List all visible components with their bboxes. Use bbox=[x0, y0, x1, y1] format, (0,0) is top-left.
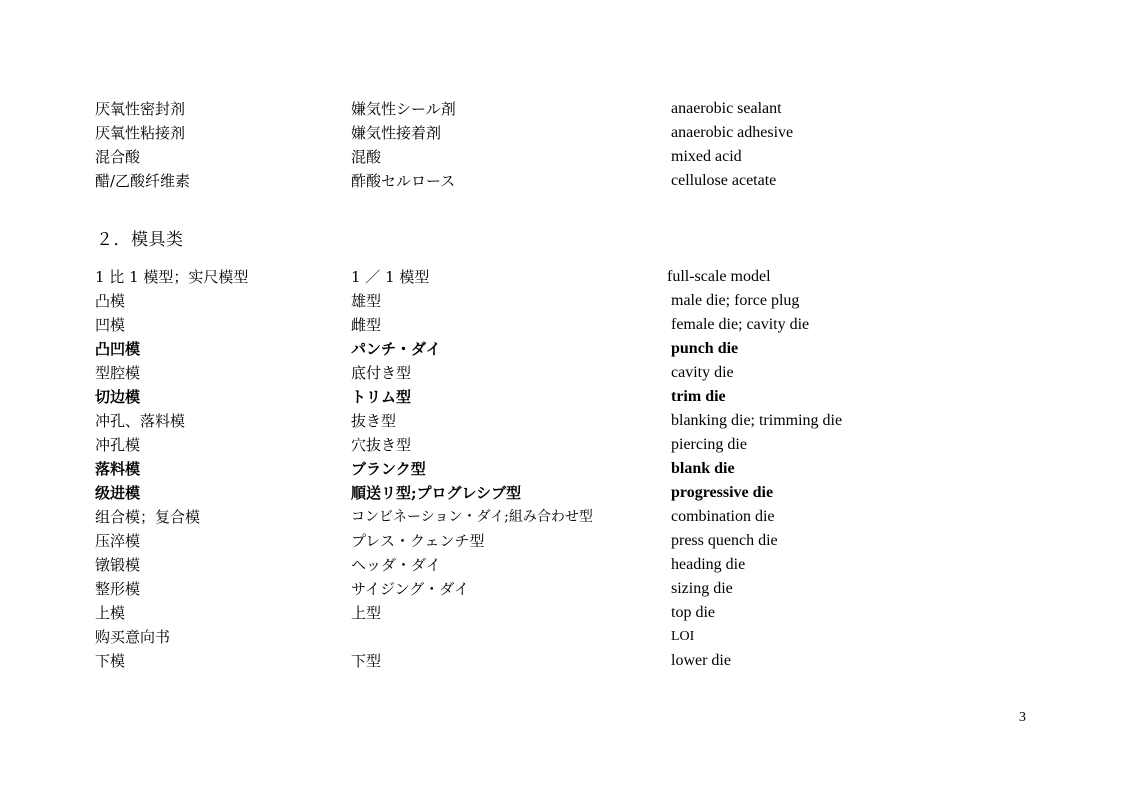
table-row bbox=[0, 121, 1123, 145]
table-row bbox=[0, 145, 1123, 169]
chinese-term: 切边模 bbox=[95, 388, 141, 406]
table-row bbox=[0, 553, 1123, 577]
chinese-term: 1 比 1 模型；实尺模型 bbox=[95, 268, 249, 286]
english-term: trim die bbox=[671, 388, 726, 405]
table-row bbox=[0, 601, 1123, 625]
table-row bbox=[0, 361, 1123, 385]
table-row bbox=[0, 433, 1123, 457]
chinese-term: 冲孔模 bbox=[95, 436, 141, 454]
japanese-term: 下型 bbox=[351, 652, 382, 670]
table-row bbox=[0, 313, 1123, 337]
table-row bbox=[0, 577, 1123, 601]
table-row bbox=[0, 97, 1123, 121]
japanese-term: パンチ・ダイ bbox=[351, 340, 441, 358]
chinese-term: 混合酸 bbox=[95, 148, 141, 166]
japanese-term: 酢酸セルロース bbox=[351, 172, 456, 190]
english-term: progressive die bbox=[671, 484, 774, 501]
table-row bbox=[0, 385, 1123, 409]
english-term: lower die bbox=[671, 652, 731, 669]
japanese-term: サイジング・ダイ bbox=[351, 580, 469, 598]
chinese-term: 厌氧性密封剂 bbox=[95, 100, 186, 118]
table-row bbox=[0, 457, 1123, 481]
english-term: male die; force plug bbox=[671, 292, 800, 309]
chinese-term: 下模 bbox=[95, 652, 126, 670]
chinese-term: 镦锻模 bbox=[95, 556, 141, 574]
table-row bbox=[0, 529, 1123, 553]
english-term: full-scale model bbox=[667, 268, 771, 285]
chinese-term: 组合模；复合模 bbox=[95, 508, 201, 526]
japanese-term: 混酸 bbox=[351, 148, 382, 166]
english-term: blanking die; trimming die bbox=[671, 412, 843, 429]
chinese-term: 压淬模 bbox=[95, 532, 141, 550]
chinese-term: 落料模 bbox=[95, 460, 141, 478]
english-term: sizing die bbox=[671, 580, 733, 597]
chinese-term: 凸模 bbox=[95, 292, 126, 310]
japanese-term: 上型 bbox=[351, 604, 382, 622]
chinese-term: 醋/乙酸纤维素 bbox=[95, 172, 191, 190]
chinese-term: 厌氧性粘接剂 bbox=[95, 124, 186, 142]
english-term: anaerobic adhesive bbox=[671, 124, 794, 141]
chinese-term: 凹模 bbox=[95, 316, 126, 334]
japanese-term: 1 ／ 1 模型 bbox=[351, 268, 430, 286]
english-term: female die; cavity die bbox=[671, 316, 810, 333]
section-heading: ２．模具类 bbox=[96, 230, 184, 250]
japanese-term: トリム型 bbox=[351, 388, 412, 406]
table-row bbox=[0, 649, 1123, 673]
english-term: heading die bbox=[671, 556, 746, 573]
table-row bbox=[0, 169, 1123, 193]
japanese-term: ヘッダ・ダイ bbox=[351, 556, 441, 574]
japanese-term: 抜き型 bbox=[351, 412, 397, 430]
english-term: LOI bbox=[671, 629, 695, 644]
chinese-term: 型腔模 bbox=[95, 364, 141, 382]
english-term: piercing die bbox=[671, 436, 747, 453]
japanese-term: 雌型 bbox=[351, 316, 382, 334]
japanese-term: ブランク型 bbox=[351, 460, 426, 478]
chinese-term: 冲孔、落料模 bbox=[95, 412, 186, 430]
table-row bbox=[0, 625, 1123, 649]
english-term: anaerobic sealant bbox=[671, 100, 782, 117]
chinese-term: 整形模 bbox=[95, 580, 141, 598]
table-row bbox=[0, 505, 1123, 529]
japanese-term: 嫌気性接着剤 bbox=[351, 124, 442, 142]
english-term: blank die bbox=[671, 460, 735, 477]
japanese-term: プレス・クェンチ型 bbox=[351, 532, 485, 550]
english-term: cavity die bbox=[671, 364, 734, 381]
chinese-term: 级进模 bbox=[95, 484, 141, 502]
japanese-term: 底付き型 bbox=[351, 364, 412, 382]
chinese-term: 上模 bbox=[95, 604, 126, 622]
japanese-term: コンビネーション・ダイ;組み合わせ型 bbox=[351, 509, 593, 525]
page-number: 3 bbox=[1019, 710, 1026, 725]
english-term: top die bbox=[671, 604, 715, 621]
table-row bbox=[0, 265, 1123, 289]
english-term: mixed acid bbox=[671, 148, 742, 165]
table-row bbox=[0, 409, 1123, 433]
japanese-term: 穴抜き型 bbox=[351, 436, 412, 454]
chinese-term: 凸凹模 bbox=[95, 340, 141, 358]
japanese-term: 雄型 bbox=[351, 292, 382, 310]
japanese-term: 順送リ型;プログレシブ型 bbox=[351, 484, 522, 502]
english-term: combination die bbox=[671, 508, 775, 525]
table-row bbox=[0, 337, 1123, 361]
english-term: press quench die bbox=[671, 532, 778, 549]
english-term: cellulose acetate bbox=[671, 172, 777, 189]
chinese-term: 购买意向书 bbox=[95, 628, 171, 646]
english-term: punch die bbox=[671, 340, 739, 357]
japanese-term: 嫌気性シール剤 bbox=[351, 100, 456, 118]
table-row bbox=[0, 481, 1123, 505]
table-row bbox=[0, 289, 1123, 313]
